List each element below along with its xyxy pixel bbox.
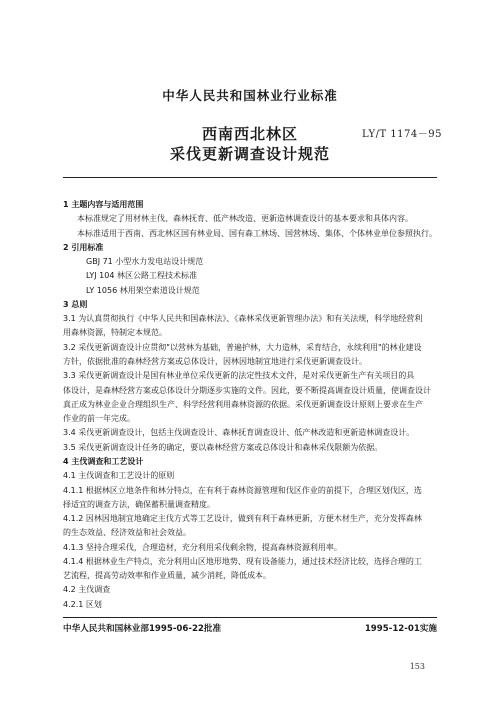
paragraph-line: 作业的前一年完成。: [63, 414, 135, 424]
paragraph-line: 本标准适用于西南、西北林区国有林业局、国有森工林场、国营林场、集体、个体林业单位参照执行。: [77, 228, 437, 238]
section-heading-1: 1 主题内容与适用范围: [63, 200, 144, 209]
standard-type-heading: 中华人民共和国林业行业标准: [162, 88, 338, 103]
paragraph-line: 3.1 为认真贯彻执行《中华人民共和国森林法》、《森林采伐更新管理办法》和有关法规，科学地经营利: [63, 314, 423, 324]
section-heading-3: 3 总则: [63, 299, 88, 309]
paragraph-line: 3.4 采伐更新调查设计，包括主伐调查设计、森林抚育调查设计、低产林改造和更新造林调查设计。: [63, 428, 415, 438]
paragraph-line: 的生态效益、经济效益和社会效益。: [63, 528, 191, 538]
document-title-line-2: 采伐更新调查设计规范: [169, 145, 330, 163]
implementation-date: 1995-12-01实施: [364, 624, 437, 634]
paragraph-line: 4.1.2 因林因地制宜地确定主伐方式等工艺设计，做到有利于森林更新，方便木材生产，充分发挥森林: [63, 514, 422, 524]
reference-item: LYJ 104 林区公路工程技术标准: [86, 271, 197, 281]
paragraph-line: 4.2 主伐调查: [63, 585, 111, 595]
reference-item: GBJ 71 小型水力发电站设计规范: [86, 257, 204, 267]
paragraph-line: 4.1.3 坚持合理采伐，合理造材，充分利用采伐剩余物，提高森林资源利用率。: [63, 542, 342, 552]
section-heading-2: 2 引用标准: [63, 242, 104, 252]
paragraph-line: 4.1.1 根据林区立地条件和林分特点，在有利于森林资源管理和伐区作业的前提下，合理区划伐区，选: [63, 485, 422, 495]
paragraph-line: 体设计，是森林经营方案或总体设计分期逐步实施的文件。因此，要不断提高调查设计质量，使调查设计: [63, 385, 431, 395]
paragraph-line: 3.3 采伐更新调查设计是国有林业单位采伐更新的法定性技术文件，是对采伐更新生产有关项目的具: [63, 371, 415, 381]
footer-divider: [63, 617, 437, 618]
section-heading-4: 4 主伐调查和工艺设计: [63, 456, 144, 466]
page-number: 153: [409, 662, 425, 671]
paragraph-line: 4.1.4 根据林业生产特点，充分利用山区地形地势、现有设备能力，通过技术经济比较，选择合理的工: [63, 556, 422, 566]
header-divider: [63, 177, 437, 178]
paragraph-line: 真正成为林业企业合理组织生产、科学经营利用森林资源的依据。采伐更新调查设计原则上要求在生产: [63, 399, 423, 409]
subsection-heading: 4.1 主伐调查和工艺设计的原则: [63, 471, 175, 481]
paragraph-line: 本标准规定了用材林主伐、森林抚育、低产林改造、更新造林调查设计的基本要求和具体内容。: [77, 214, 413, 224]
paragraph-line: 艺流程，提高劳动效率和作业质量，减少消耗，降低成本。: [63, 571, 271, 581]
paragraph-line: 方针，依据批准的森林经营方案或总体设计，因林因地制宜地进行采伐更新调查设计。: [63, 357, 367, 367]
paragraph-line: 3.5 采伐更新调查设计任务的确定，要以森林经营方案或总体设计和森林采伐限额为依据。: [63, 442, 383, 452]
paragraph-line: 3.2 采伐更新调查设计应贯彻"以营林为基础，普遍护林，大力造林，采育结合，永续利用"的林业建设: [63, 342, 422, 352]
approval-note: 中华人民共和国林业部1995-06-22批准: [63, 624, 222, 634]
paragraph-line: 4.2.1 区划: [63, 599, 102, 609]
document-title-line-1: 西南西北林区: [201, 125, 298, 143]
paragraph-line: 择适宜的调查方法，确保蓄积量调查精度。: [63, 499, 215, 509]
standard-code: LY/T 1174－95: [362, 129, 442, 140]
paragraph-line: 用森林资源，特制定本规范。: [63, 328, 167, 338]
reference-item: LY 1056 林用架空索道设计规范: [86, 285, 200, 295]
